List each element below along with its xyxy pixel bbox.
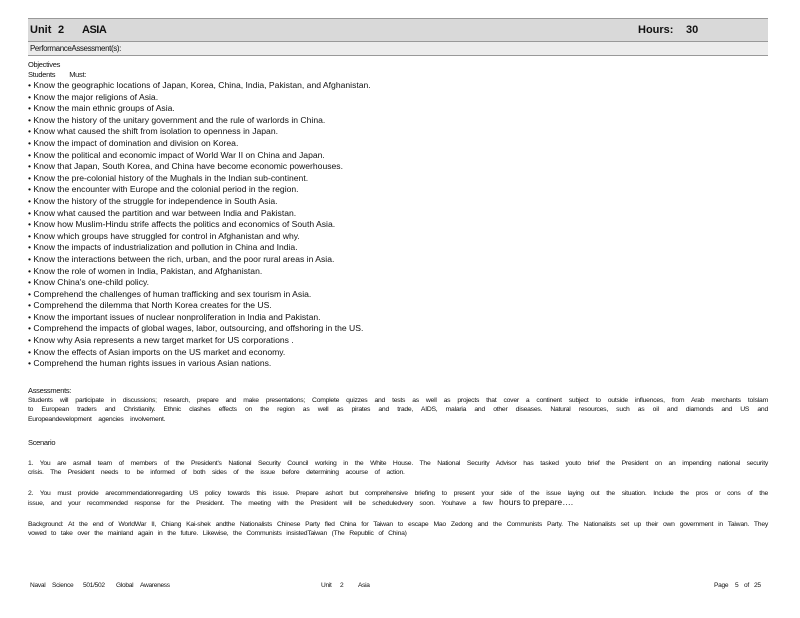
background-label: Background: <box>28 520 64 528</box>
objective-item: • Know the major religions of Asia. <box>28 92 768 104</box>
performance-assessment-label: PerformanceAssessment(s): <box>28 42 768 56</box>
objectives-section <box>28 60 768 370</box>
scenario-paragraph-1: 1. You are asmall team of members of the President's National Security Council working in the White House. The National Security Advisor has tasked youto brief the President on an impending national security crisis. The President needs to be informed of both sides of the issue before determining acourse of action. <box>28 460 768 477</box>
page-footer <box>28 582 768 592</box>
objective-item: • Know China's one-child policy. <box>28 277 768 289</box>
assessments-heading: Assessments: <box>28 385 72 395</box>
objective-item: • Know the pre-colonial history of the Mughals in the Indian sub-continent. <box>28 173 768 185</box>
objective-item: • Comprehend the challenges of human trafficking and sex tourism in Asia. <box>28 289 768 301</box>
scenario-paragraph-2 <box>28 489 768 509</box>
footer-course-number: 501/502 <box>83 582 105 589</box>
objective-item: • Know the impacts of industrialization and pollution in China and India. <box>28 242 768 254</box>
objective-item: • Know the important issues of nuclear nonproliferation in India and Pakistan. <box>28 312 768 324</box>
scenario-section <box>28 438 768 538</box>
footer-naval: Naval <box>30 582 46 589</box>
footer-page-total: 25 <box>754 582 761 589</box>
document-page <box>28 18 768 539</box>
footer-page-label: Page <box>714 582 729 589</box>
must-label: Must: <box>69 70 87 79</box>
objective-item: • Know the impact of domination and division on Korea. <box>28 138 768 150</box>
objective-item: • Know why Asia represents a new target market for US corporations . <box>28 335 768 347</box>
footer-unit-label: Unit <box>321 582 332 589</box>
objective-item: • Know the history of the struggle for independence in South Asia. <box>28 196 768 208</box>
unit-label: Unit <box>30 24 52 36</box>
unit-number: 2 <box>58 24 65 36</box>
footer-science: Science <box>52 582 74 589</box>
objective-item: • Comprehend the dilemma that North Korea creates for the US. <box>28 300 768 312</box>
objective-item: • Comprehend the human rights issues in various Asian nations. <box>28 358 768 370</box>
background-paragraph <box>28 520 768 539</box>
students-must-line <box>28 70 768 80</box>
students-label: Students <box>28 70 56 79</box>
objectives-list <box>28 80 768 370</box>
unit-title: ASIA <box>82 24 107 36</box>
objective-item: • Comprehend the impacts of global wages, labor, outsourcing, and offshoring in the US. <box>28 323 768 335</box>
objectives-heading: Objectives <box>28 60 61 69</box>
footer-page-number: 5 <box>735 582 739 589</box>
footer-global: Global <box>116 582 134 589</box>
objective-item: • Know what caused the partition and war between India and Pakistan. <box>28 208 768 220</box>
background-text: At the end of WorldWar II, Chiang Kai-shek andthe Nationalists Chinese Party fled China for Taiwan to escape Mao Zedong and the Communists Party. The Nationalists set up their own government in Taiwan. They vowed to take over the mainland again in the future. Likewise, the Communists insistedTaiwan (The Republic of China) <box>28 520 768 538</box>
objective-item: • Know the geographic locations of Japan, Korea, China, India, Pakistan, and Afghanistan. <box>28 80 768 92</box>
assessments-section <box>28 386 768 424</box>
scenario-heading: Scenario <box>28 438 56 448</box>
objective-item: • Know the effects of Asian imports on the US market and economy. <box>28 347 768 359</box>
scenario-paragraph-2-text: 2. You must provide arecommendationregarding US policy towards this issue. Prepare ashort but comprehensive briefing to present your side of the issue laying out the situation. Include the pros or cons of the issue, and your recommended response for the President. The meeting with the President will be scheduledvery soon. Youhave a few <box>28 489 768 508</box>
footer-unit-number: 2 <box>340 582 344 589</box>
objective-item: • Know what caused the shift from isolation to openness in Japan. <box>28 126 768 138</box>
unit-header-bar <box>28 18 768 42</box>
objective-item: • Know which groups have struggled for control in Afghanistan and why. <box>28 231 768 243</box>
objective-item: • Know the main ethnic groups of Asia. <box>28 103 768 115</box>
assessments-text: Students will participate in discussions; research, prepare and make presentations; Complete quizzes and tests as well as projects that cover a continent subject to outside influences, from Arab merchants toIslam to European traders and Christianity. Ethnic clashes effects on the region as well as pirates and trade, AIDS, malaria and other diseases. Natural resources, such as oil and diamonds and US and Europeandevelopment agencies involvement. <box>28 396 768 423</box>
objective-item: • Know the interactions between the rich, urban, and the poor rural areas in Asia. <box>28 254 768 266</box>
scenario-paragraph-2-tail: hours to prepare…. <box>499 497 574 508</box>
objective-item: • Know the history of the unitary government and the rule of warlords in China. <box>28 115 768 127</box>
footer-awareness: Awareness <box>140 582 170 589</box>
hours-label: Hours: <box>638 24 674 36</box>
footer-of-label: of <box>744 582 749 589</box>
objective-item: • Know the encounter with Europe and the colonial period in the region. <box>28 184 768 196</box>
objective-item: • Know the role of women in India, Pakistan, and Afghanistan. <box>28 266 768 278</box>
objective-item: • Know the political and economic impact of World War II on China and Japan. <box>28 150 768 162</box>
hours-value: 30 <box>686 24 699 36</box>
footer-unit-title: Asia <box>358 582 370 589</box>
objective-item: • Know how Muslim-Hindu strife affects the politics and economics of South Asia. <box>28 219 768 231</box>
objective-item: • Know that Japan, South Korea, and China have become economic powerhouses. <box>28 161 768 173</box>
